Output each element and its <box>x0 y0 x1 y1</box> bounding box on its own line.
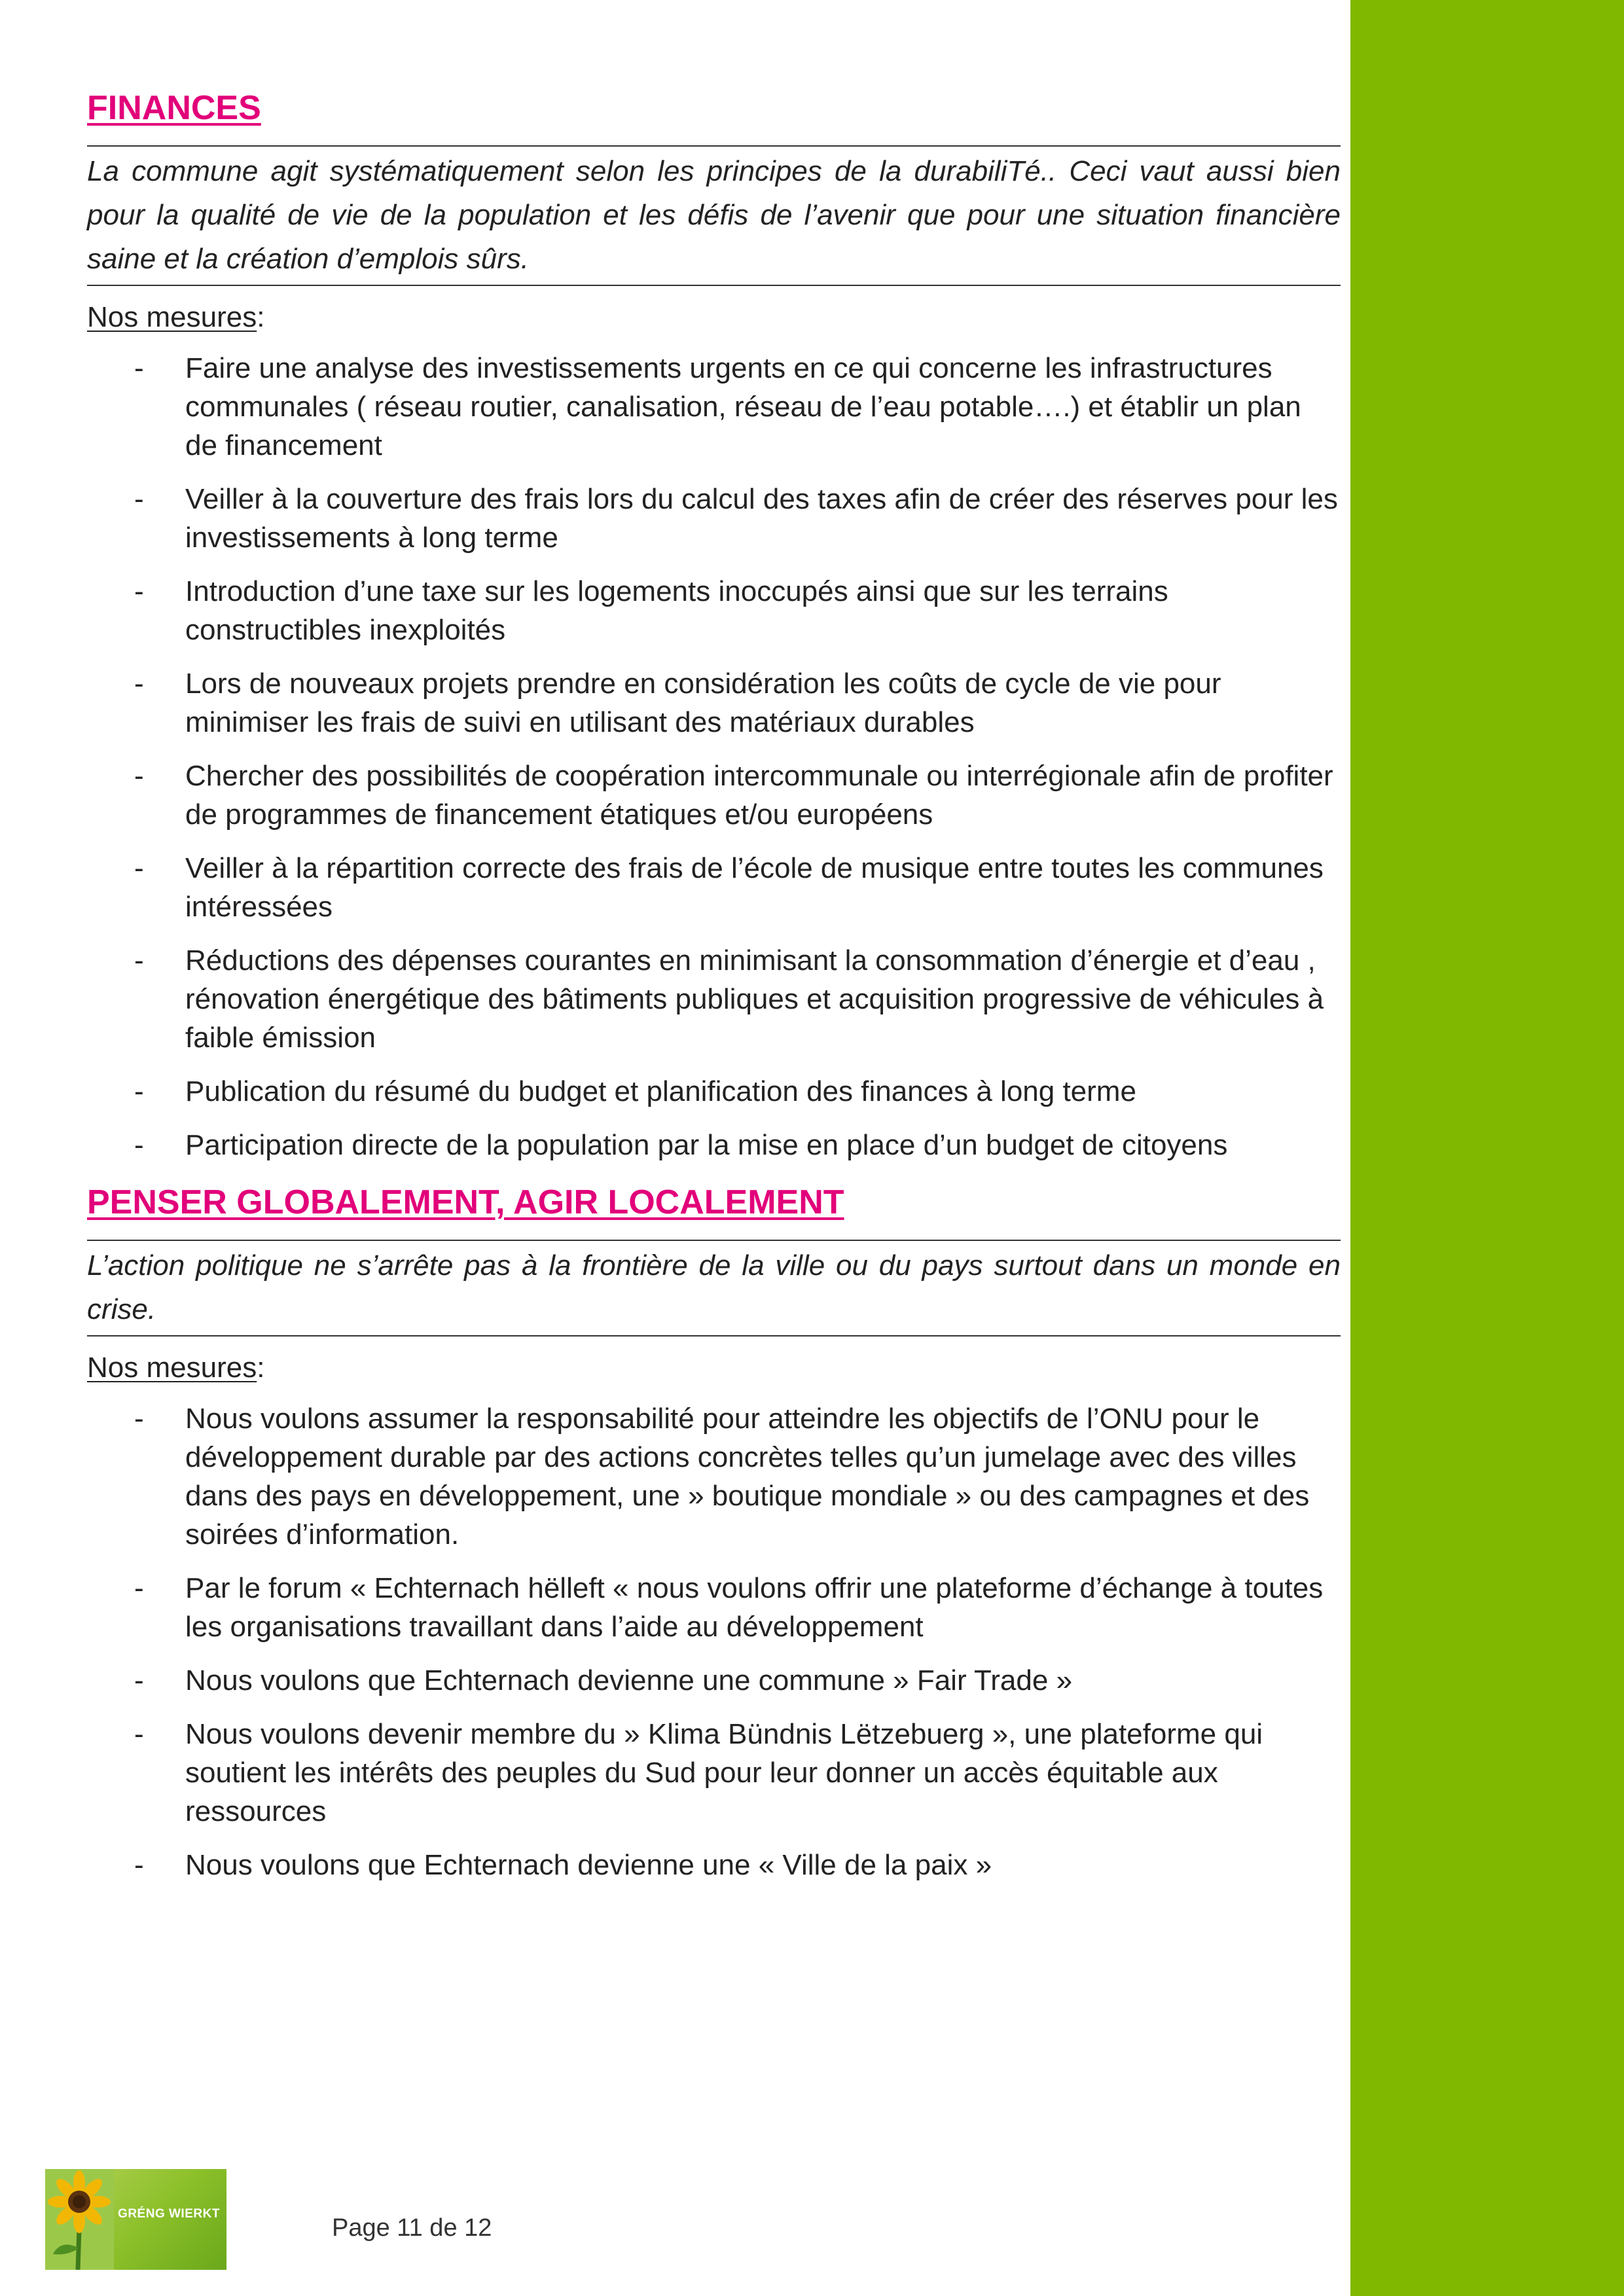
list-item: - Nous voulons que Echternach devienne une commune » Fair Trade » <box>87 1661 1341 1700</box>
side-green-bar <box>1350 0 1624 2296</box>
mesures-label-text: Nos mesures <box>87 1352 257 1384</box>
section-intro: La commune agit systématiquement selon les principes de la durabiliTé.. Ceci vaut aussi bien pour la qualité de vie de la population et les défis de l’avenir que pour une situation financière saine et la création d’emplois sûrs. <box>87 145 1341 286</box>
greng-wierkt-logo <box>45 2169 226 2270</box>
section-penser-globalement <box>87 1179 1341 1884</box>
measures-list <box>87 349 1341 1164</box>
list-item: - Par le forum « Echternach hëlleft « nous voulons offrir une plateforme d’échange à toutes les organisations travaillant dans l’aide au développement <box>87 1569 1341 1646</box>
section-finances <box>87 85 1341 1164</box>
section-title: PENSER GLOBALEMENT, AGIR LOCALEMENT <box>87 1183 844 1221</box>
section-intro: L’action politique ne s’arrête pas à la frontière de la ville ou du pays surtout dans un monde en crise. <box>87 1240 1341 1336</box>
list-item: - Veiller à la répartition correcte des frais de l’école de musique entre toutes les communes intéressées <box>87 849 1341 926</box>
list-item: - Faire une analyse des investissements urgents en ce qui concerne les infrastructures communales ( réseau routier, canalisation, réseau de l’eau potable….) et établir un plan de financement <box>87 349 1341 465</box>
list-item: - Introduction d’une taxe sur les logements inoccupés ainsi que sur les terrains constructibles inexploités <box>87 572 1341 649</box>
list-item: - Nous voulons assumer la responsabilité pour atteindre les objectifs de l’ONU pour le développement durable par des actions concrètes telles qu’un jumelage avec des villes dans des pays en développement, une » boutique mondiale » ou des campagnes et des soirées d’information. <box>87 1399 1341 1554</box>
measures-list <box>87 1399 1341 1884</box>
sunflower-icon <box>45 2169 114 2270</box>
mesures-colon: : <box>257 1352 265 1384</box>
list-item: - Nous voulons que Echternach devienne une « Ville de la paix » <box>87 1846 1341 1884</box>
page-content <box>87 85 1341 1899</box>
list-item: - Publication du résumé du budget et planification des finances à long terme <box>87 1072 1341 1111</box>
mesures-colon: : <box>257 301 265 333</box>
mesures-label <box>87 1348 1341 1388</box>
list-item: - Lors de nouveaux projets prendre en considération les coûts de cycle de vie pour minimiser les frais de suivi en utilisant des matériaux durables <box>87 664 1341 742</box>
list-item: - Chercher des possibilités de coopération intercommunale ou interrégionale afin de profiter de programmes de financement étatiques et/ou européens <box>87 757 1341 834</box>
section-title: FINANCES <box>87 89 261 127</box>
list-item: - Réductions des dépenses courantes en minimisant la consommation d’énergie et d’eau , rénovation énergétique des bâtiments publiques et acquisition progressive de véhicules à faible émission <box>87 941 1341 1057</box>
list-item: - Veiller à la couverture des frais lors du calcul des taxes afin de créer des réserves pour les investissements à long terme <box>87 480 1341 557</box>
mesures-label <box>87 298 1341 337</box>
page-number: Page 11 de 12 <box>332 2214 492 2242</box>
logo-text: GRÉNG WIERKT <box>118 2207 220 2221</box>
list-item: - Participation directe de la population par la mise en place d’un budget de citoyens <box>87 1126 1341 1164</box>
list-item: - Nous voulons devenir membre du » Klima Bündnis Lëtzebuerg », une plateforme qui soutient les intérêts des peuples du Sud pour leur donner un accès équitable aux ressources <box>87 1715 1341 1831</box>
mesures-label-text: Nos mesures <box>87 301 257 333</box>
